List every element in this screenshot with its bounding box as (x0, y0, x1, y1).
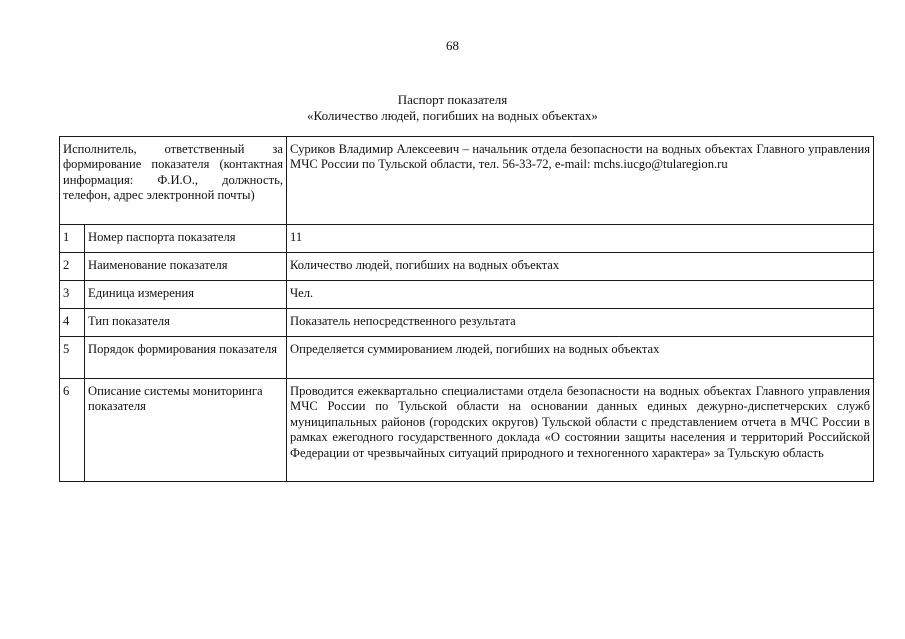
row-label: Тип показателя (85, 309, 287, 337)
row-number: 2 (60, 253, 85, 281)
table-row (60, 225, 874, 253)
table-row (60, 253, 874, 281)
row-label: Единица измерения (85, 281, 287, 309)
table-row-responsible (60, 137, 874, 225)
row-number: 1 (60, 225, 85, 253)
table-row (60, 337, 874, 379)
indicator-passport-table (59, 136, 874, 482)
row-number: 6 (60, 379, 85, 482)
row-number: 5 (60, 337, 85, 379)
row-label: Наименование показателя (85, 253, 287, 281)
row-value: Чел. (287, 281, 874, 309)
row-number: 3 (60, 281, 85, 309)
row-value: Количество людей, погибших на водных объектах (287, 253, 874, 281)
row-label: Порядок формирования показателя (85, 337, 287, 379)
row-value: Проводится ежеквартально специалистами отдела безопасности на водных объектах Главного управления МЧС России по Тульской области на основании данных единых дежурно-диспетчерских служб муниципальных районов (городских округов) Тульской области с представлением отчета в МЧС России в рамках ежегодного государственного доклада «О состоянии защиты населения и территорий Российской Федерации от чрезвычайных ситуаций природного и техногенного характера» за Тульскую область (287, 379, 874, 482)
title-line-1: Паспорт показателя (397, 92, 508, 107)
row-value: Определяется суммированием людей, погибших на водных объектах (287, 337, 874, 379)
responsible-value: Суриков Владимир Алексеевич – начальник отдела безопасности на водных объектах Главного управления МЧС России по Тульской области, тел. 56-33-72, e-mail: mchs.iucgo@tularegion.ru (287, 137, 874, 225)
table-row (60, 309, 874, 337)
row-label: Описание системы мониторинга показателя (85, 379, 287, 482)
document-title (0, 92, 905, 124)
responsible-label: Исполнитель, ответственный за формирование показателя (контактная информация: Ф.И.О., должность, телефон, адрес электронной почты) (60, 137, 287, 225)
title-line-2: «Количество людей, погибших на водных объектах» (307, 108, 598, 123)
row-value: 11 (287, 225, 874, 253)
row-number: 4 (60, 309, 85, 337)
row-label: Номер паспорта показателя (85, 225, 287, 253)
page-number: 68 (446, 38, 459, 53)
table-row (60, 379, 874, 482)
row-value: Показатель непосредственного результата (287, 309, 874, 337)
table-row (60, 281, 874, 309)
